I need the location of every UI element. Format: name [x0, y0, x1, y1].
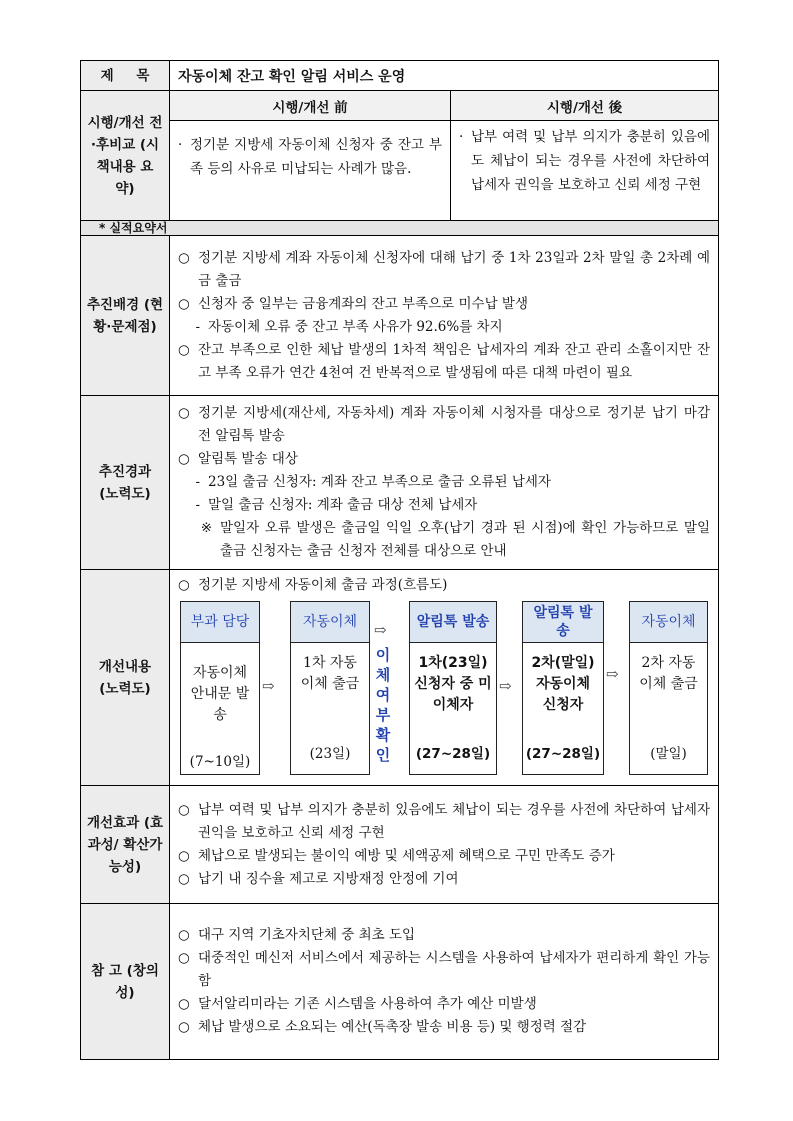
- after-header: 시행/개선 後: [451, 91, 719, 121]
- flow-box-alarm-second: 알림톡 발송 2차(말일) 자동이체 신청자 (27~28일): [522, 601, 604, 775]
- flow-intro: ○ 정기분 지방세 자동이체 출금 과정(흐름도): [178, 577, 448, 593]
- list-item: - 자동이체 오류 중 잔고 부족 사유가 92.6%를 차지: [195, 318, 503, 335]
- list-item: ○ 알림톡 발송 대상: [178, 451, 298, 467]
- before-content: · 정기분 지방세 자동이체 신청자 중 잔고 부족 등의 사유로 미납되는 사례가 많음.: [170, 121, 451, 221]
- list-item: ○ 신청자 중 일부는 금융계좌의 잔고 부족으로 미수납 발생: [178, 295, 528, 312]
- arrow-icon: ⇨: [499, 677, 512, 695]
- list-item: ○ 잔고 부족으로 인한 체납 발생의 1차적 책임은 납세자의 계좌 잔고 관리 소홀이지만 잔고 부족 오류가 연간 4천여 건 반복적으로 발생됨에 따른 대책 마련이 필요: [178, 341, 711, 381]
- after-content: · 납부 여력 및 납부 의지가 충분히 있음에도 체납이 되는 경우를 사전에 차단하여 납세자 권익을 보호하고 신뢰 세정 구현: [451, 121, 719, 221]
- arrow-icon: ⇨: [374, 621, 387, 639]
- list-item: ○ 납기 내 징수율 제고로 지방재정 안정에 기여: [178, 870, 459, 887]
- compare-label: 시행/개선 전·후비교 (시책내용 요약): [81, 91, 170, 221]
- progress-content: [170, 396, 719, 570]
- list-item: ○ 납부 여력 및 납부 의지가 충분히 있음에도 체납이 되는 경우를 사전에 차단하여 납세자 권익을 보호하고 신뢰 세정 구현: [178, 801, 711, 841]
- flowchart: [178, 601, 710, 781]
- flow-box-notice: 부과 담당 자동이체 안내문 발송 (7~10일): [180, 601, 260, 775]
- progress-label: 추진경과 (노력도): [81, 396, 170, 570]
- list-item: ○ 정기분 지방세(재산세, 자동차세) 계좌 자동이체 시청자를 대상으로 정기분 납기 마감 전 알림톡 발송: [178, 405, 711, 444]
- arrow-icon: ⇨: [262, 677, 275, 695]
- improve-label: 개선내용 (노력도): [81, 570, 170, 786]
- list-item: ○ 체납으로 발생되는 불이익 예방 및 세액공제 혜택으로 구민 만족도 증가: [178, 847, 615, 864]
- list-item: ※ 말일자 오류 발생은 출금일 익일 오후(납기 경과 된 시점)에 확인 가능하므로 말일 출금 신청자는 출금 신청자 전체를 대상으로 안내: [200, 520, 711, 559]
- title-label: 제 목: [81, 61, 170, 91]
- list-item: ○ 대구 지역 기초자치단체 중 최초 도입: [178, 927, 416, 943]
- summary-label: * 실적요약서: [81, 221, 719, 236]
- list-item: ○ 달서알리미라는 기존 시스템을 사용하여 추가 예산 미발생: [178, 996, 537, 1012]
- flow-box-first-debit: 자동이체 1차 자동이체 출금 (23일): [290, 601, 370, 775]
- improve-content: [170, 570, 719, 786]
- background-label: 추진배경 (현황·문제점): [81, 236, 170, 396]
- list-item: ○ 정기분 지방세 계좌 자동이체 신청자에 대해 납기 중 1차 23일과 2차 말일 총 2차례 예금 출금: [178, 249, 711, 289]
- list-item: - 말일 출금 신청자: 계좌 출금 대상 전체 납세자: [195, 497, 478, 513]
- report-table: [80, 60, 719, 1060]
- document-title: 자동이체 잔고 확인 알림 서비스 운영: [170, 61, 719, 91]
- arrow-icon: ⇨: [606, 665, 619, 683]
- list-item: ○ 체납 발생으로 소요되는 예산(독촉장 발송 비용 등) 및 행정력 절감: [178, 1019, 587, 1035]
- reference-label: 참 고 (창의성): [81, 904, 170, 1060]
- effect-content: [170, 786, 719, 904]
- background-content: [170, 236, 719, 396]
- list-item: ○ 대중적인 메신저 서비스에서 제공하는 시스템을 사용하여 납세자가 편리하게 확인 가능함: [178, 950, 711, 989]
- transfer-check-label: 이체 여부 확인: [375, 646, 391, 764]
- flow-box-alarm-first: 알림톡 발송 1차(23일) 신청자 중 미이체자 (27~28일): [409, 601, 497, 775]
- before-header: 시행/개선 前: [170, 91, 451, 121]
- effect-label: 개선효과 (효과성/ 확산가능성): [81, 786, 170, 904]
- reference-content: [170, 904, 719, 1060]
- flow-box-second-debit: 자동이체 2차 자동이체 출금 (말일): [629, 601, 708, 775]
- list-item: - 23일 출금 신청자: 계좌 잔고 부족으로 출금 오류된 납세자: [195, 474, 551, 490]
